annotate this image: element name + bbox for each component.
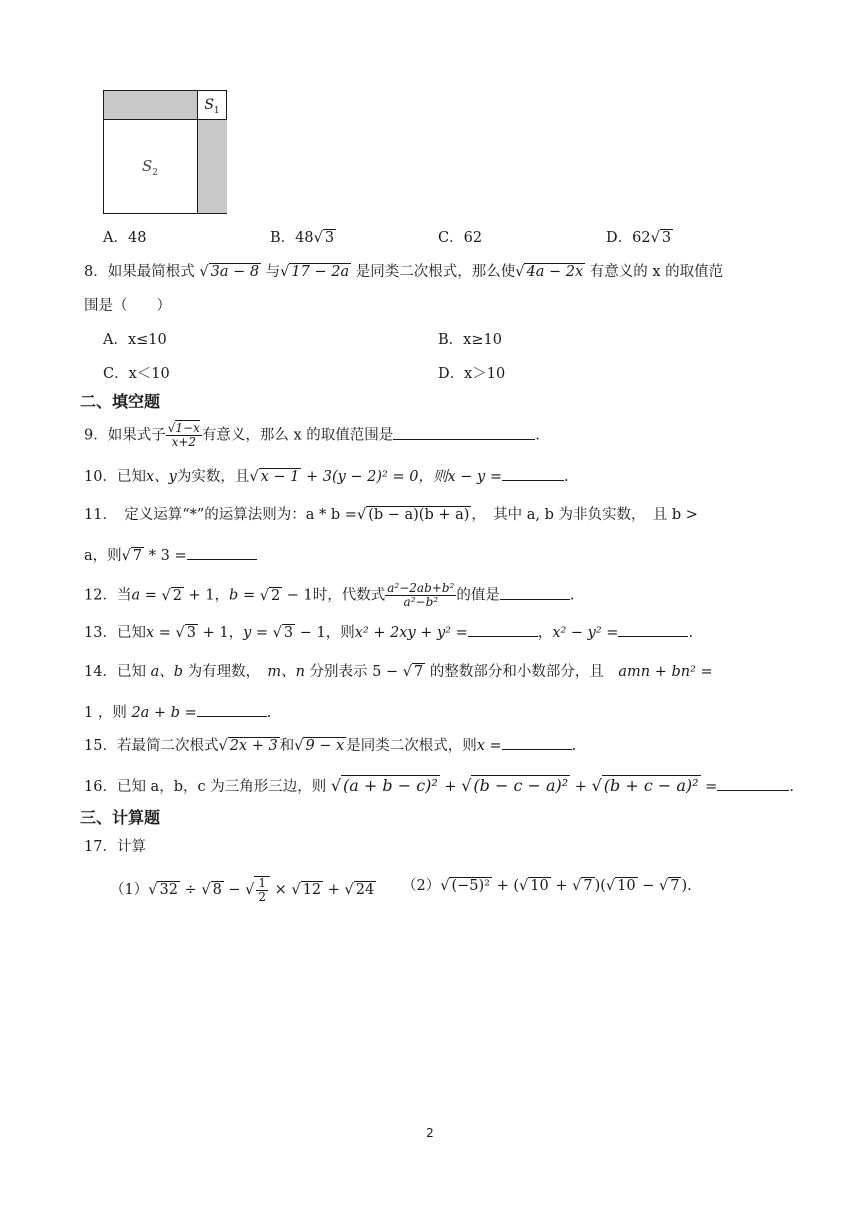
shaded-top-strip — [104, 91, 198, 120]
q8-option-c: C．x＜10 — [103, 366, 170, 382]
q7-option-c: C．62 — [438, 230, 483, 246]
question-12: 12．当a = √ 2 + 1，b = √ 2 − 1时，代数式 $\frac{\text{a²−2ab+b²}}{\text{a²−b²}}$ 的值是 . — [84, 581, 575, 609]
section-heading-calculation: 三、计算题 — [80, 808, 161, 827]
answer-blank[interactable] — [187, 545, 257, 560]
question-14-line2: 1 ，则 2a + b = . — [84, 702, 271, 723]
answer-blank[interactable] — [717, 776, 789, 791]
q7-option-a: A．48 — [103, 230, 147, 246]
answer-blank[interactable] — [502, 466, 564, 481]
question-10: 10．已知x、y为实数，且√ x − 1 + 3(y − 2)² = 0，则x − y = . — [84, 466, 569, 487]
question-17-part1: （1）√ 32 ÷ √ 8 − √ $\frac{1}{2}$ × √ 12 + √ 24 — [110, 876, 375, 904]
question-17-title: 17．计算 — [84, 839, 146, 855]
figure-outer-square — [103, 90, 227, 214]
page-number: 2 — [426, 1126, 434, 1140]
answer-blank[interactable] — [468, 622, 538, 637]
q8-option-d: D．x＞10 — [438, 366, 506, 382]
s1-label: $S_1$ — [198, 91, 226, 120]
shaded-side-strip — [197, 120, 227, 213]
question-11-line2: a，则√ 7 * 3 = — [84, 545, 257, 566]
square-figure — [103, 90, 227, 216]
question-9: 9．如果式子 $\frac{√1-x}{x+2}$ 有意义，那么 x 的取值范围是 . — [84, 421, 540, 449]
answer-blank[interactable] — [502, 735, 572, 750]
question-8-line1: 8．如果最简根式 √ 3a − 8 与√ 17 − 2a 是同类二次根式，那么使√ 4a − 2x 有意义的 x 的取值范 — [84, 264, 724, 280]
section-heading-fill-in: 二、填空题 — [80, 392, 161, 411]
question-15: 15．若最简二次根式√ 2x + 3 和√ 9 − x 是同类二次根式，则x = . — [84, 735, 576, 756]
question-8-line2: 围是（ ） — [84, 298, 171, 314]
q7-option-b: B．48√ 3 — [270, 230, 335, 246]
answer-blank[interactable] — [618, 622, 688, 637]
s2-label: $S_2$ — [142, 157, 159, 178]
question-11-line1: 11． 定义运算“*”的运算法则为：a * b =√ (b − a)(b + a) ， 其中 a, b 为非负实数， 且 b > — [84, 507, 698, 523]
q8-option-b: B．x≥10 — [438, 332, 502, 348]
answer-blank[interactable] — [197, 702, 267, 717]
q8-option-a: A．x≤10 — [103, 332, 167, 348]
q7-option-d: D．62√ 3 — [606, 230, 672, 246]
question-16: 16．已知 a，b，c 为三角形三边，则 √ (a + b − c)² + √ (b − c − a)² + √ (b + c − a)² = . — [84, 776, 794, 795]
question-13: 13．已知x = √ 3 + 1，y = √ 3 − 1，则x² + 2xy + y² = ，x² − y² = . — [84, 622, 693, 643]
question-17-part2: （2）√ (−5)² + (√ 10 + √ 7 )(√ 10 − √ 7 ). — [402, 878, 692, 894]
answer-blank[interactable] — [393, 425, 535, 440]
question-14-line1: 14．已知 a、b 为有理数， m、n 分别表示 5 − √ 7 的整数部分和小数部分，且 amn + bn² = — [84, 664, 713, 680]
answer-blank[interactable] — [500, 585, 570, 600]
